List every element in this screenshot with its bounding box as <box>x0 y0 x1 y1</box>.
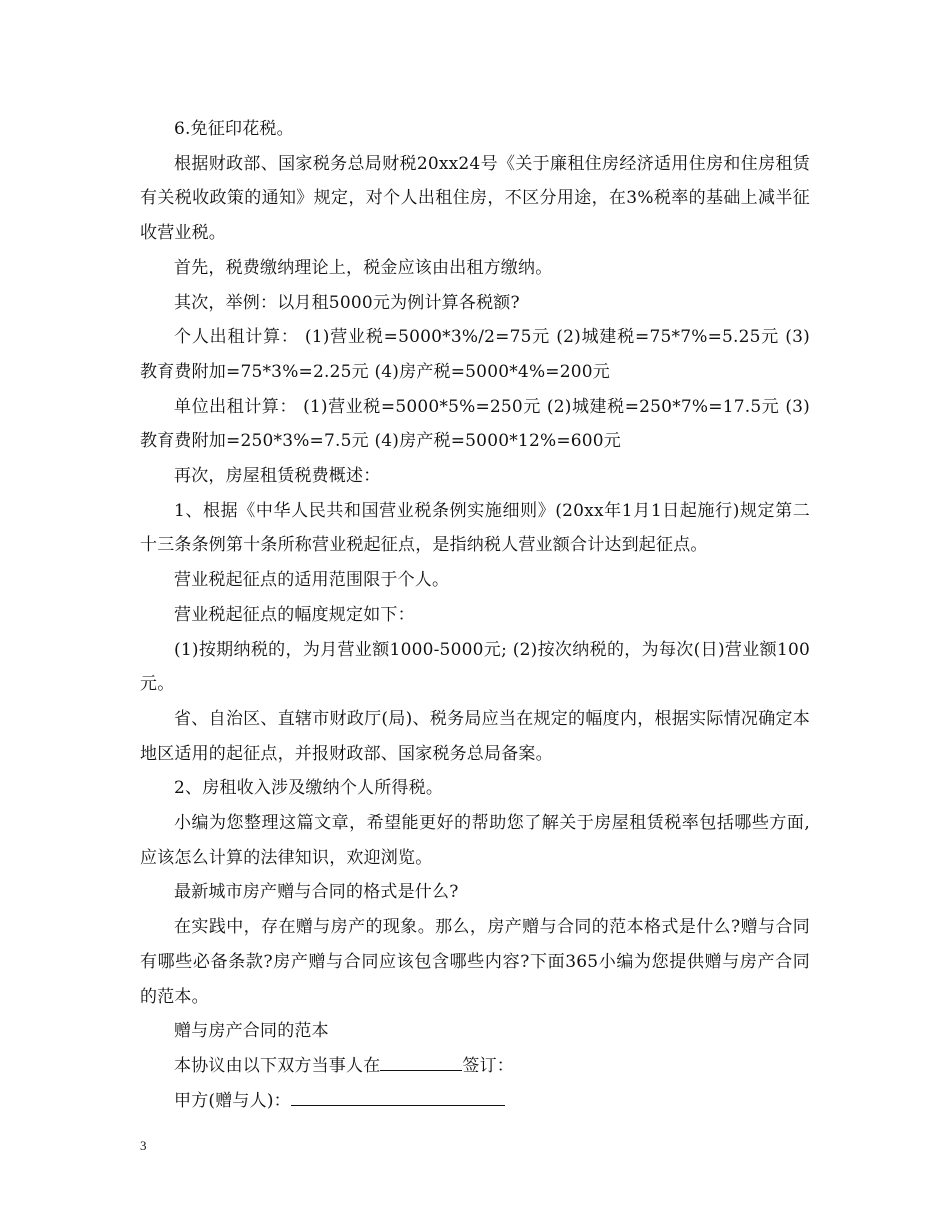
paragraph: 首先，税费缴纳理论上，税金应该由出租方缴纳。 <box>174 257 553 278</box>
signing-place-blank[interactable] <box>380 1054 462 1071</box>
party-a-label: 甲方(赠与人)： <box>174 1090 291 1111</box>
agreement-prefix: 本协议由以下双方当事人在 <box>174 1055 381 1076</box>
paragraph: 其次，举例：以月租5000元为例计算各税额? <box>174 292 520 313</box>
paragraph: 根据财政部、国家税务总局财税20xx24号《关于廉租住房经济适用住房和住房租赁有关税收政策的通知》规定，对个人出租住房，不区分用途，在3%税率的基础上减半征收营业税。 <box>140 153 810 244</box>
paragraph: 最新城市房产赠与合同的格式是什么? <box>174 882 459 903</box>
paragraph: 2、房租收入涉及缴纳个人所得税。 <box>174 778 444 799</box>
paragraph: 在实践中，存在赠与房产的现象。那么，房产赠与合同的范本格式是什么?赠与合同有哪些必备条款?房产赠与合同应该包含哪些内容?下面365小编为您提供赠与房产合同的范本。 <box>140 917 810 1007</box>
paragraph: 1、根据《中华人民共和国营业税条例实施细则》(20xx年1月1日起施行)规定第二十三条条例第十条所称营业税起征点，是指纳税人营业额合计达到起征点。 <box>140 500 810 556</box>
party-a-name-blank[interactable] <box>291 1089 505 1106</box>
party-a-line <box>140 1084 810 1119</box>
paragraph: 小编为您整理这篇文章，希望能更好的帮助您了解关于房屋租赁税率包括哪些方面,应该怎么计算的法律知识，欢迎浏览。 <box>140 813 810 868</box>
agreement-suffix: 签订： <box>462 1055 515 1076</box>
paragraph: (1)按期纳税的，为月营业额1000-5000元; (2)按次纳税的，为每次(日)营业额100元。 <box>140 639 810 695</box>
document-body <box>140 112 810 1118</box>
paragraph: 个人出租计算： (1)营业税=5000*3%/2=75元 (2)城建税=75*7%=5.25元 (3)教育费附加=75*3%=2.25元 (4)房产税=5000*4%=200元 <box>140 327 810 382</box>
page-number: 3 <box>140 1138 147 1153</box>
paragraph: 营业税起征点的适用范围限于个人。 <box>174 570 450 591</box>
paragraph: 营业税起征点的幅度规定如下： <box>174 604 415 625</box>
paragraph: 6.免征印花税。 <box>174 119 294 139</box>
agreement-line <box>140 1049 810 1084</box>
paragraph: 单位出租计算： (1)营业税=5000*5%=250元 (2)城建税=250*7%=17.5元 (3)教育费附加=250*3%=7.5元 (4)房产税=5000*12%=600元 <box>140 396 810 452</box>
paragraph: 再次，房屋租赁税费概述： <box>174 466 381 487</box>
paragraph: 赠与房产合同的范本 <box>174 1021 329 1042</box>
paragraph: 省、自治区、直辖市财政厅(局)、税务局应当在规定的幅度内，根据实际情况确定本地区适用的起征点，并报财政部、国家税务总局备案。 <box>140 708 810 764</box>
